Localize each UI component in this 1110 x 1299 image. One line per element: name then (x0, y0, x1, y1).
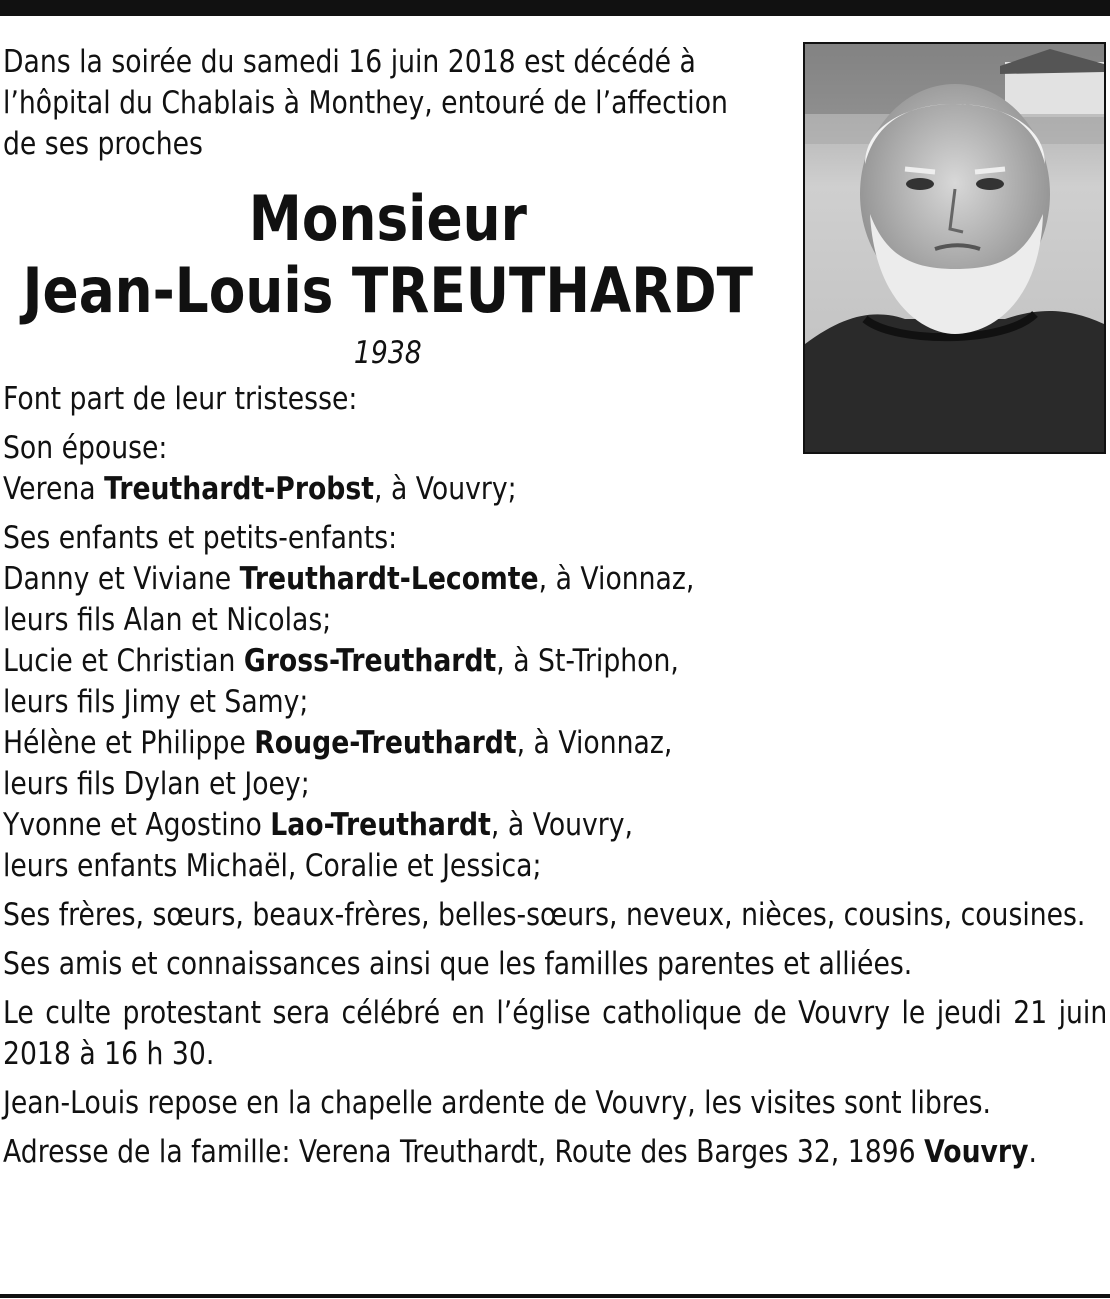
announcement: Font part de leur tristesse: (3, 381, 358, 417)
friends-paragraph: Ses amis et connaissances ainsi que les familles parentes et alliées. (3, 946, 913, 982)
family-kids: leurs fils Dylan et Joey; (3, 766, 310, 802)
portrait-photo (803, 42, 1106, 454)
intro-line: de ses proches (3, 126, 203, 162)
deceased-year: 1938 (353, 335, 422, 371)
intro-line: Dans la soirée du samedi 16 juin 2018 est décédé à (3, 44, 696, 80)
spouse-heading: Son épouse: (3, 430, 168, 466)
family-kids: leurs fils Jimy et Samy; (3, 684, 309, 720)
family-line: Yvonne et Agostino Lao-Treuthardt, à Vouvry, (3, 807, 634, 843)
family-line: Hélène et Philippe Rouge-Treuthardt, à Vionnaz, (3, 725, 673, 761)
deceased-title: Monsieur (248, 182, 527, 255)
children-heading: Ses enfants et petits-enfants: (3, 520, 398, 556)
spouse-surname: Treuthardt-Probst (104, 471, 374, 507)
address-paragraph: Adresse de la famille: Verena Treuthardt, Route des Barges 32, 1896 Vouvry. (3, 1134, 1037, 1170)
deceased-name-block (3, 183, 773, 373)
intro-line: l’hôpital du Chablais à Monthey, entouré de l’affection (3, 85, 728, 121)
bottom-rule (0, 1294, 1110, 1298)
family-line: Danny et Viviane Treuthardt-Lecomte, à Vionnaz, (3, 561, 695, 597)
intro-paragraph (3, 42, 773, 165)
family-surname: Lao-Treuthardt (270, 807, 491, 843)
family-surname: Treuthardt-Lecomte (239, 561, 539, 597)
family-line: Lucie et Christian Gross-Treuthardt, à St-Triphon, (3, 643, 679, 679)
deceased-name: Jean-Louis TREUTHARDT (22, 254, 754, 327)
family-surname: Rouge-Treuthardt (254, 725, 517, 761)
spouse-line: Verena Treuthardt-Probst, à Vouvry; (3, 471, 517, 507)
relatives-paragraph: Ses frères, sœurs, beaux-frères, belles-sœurs, neveux, nièces, cousins, cousines. (3, 897, 1086, 933)
top-rule (0, 0, 1110, 16)
family-surname: Gross-Treuthardt (243, 643, 497, 679)
visits-paragraph: Jean-Louis repose en la chapelle ardente de Vouvry, les visites sont libres. (3, 1085, 991, 1121)
portrait-image (805, 44, 1104, 452)
address-city: Vouvry (924, 1134, 1029, 1170)
service-paragraph: Le culte protestant sera célébré en l’église catholique de Vouvry le jeudi 21 juin 2018 à 16 h 30. (3, 995, 1108, 1072)
family-kids: leurs enfants Michaël, Coralie et Jessica; (3, 848, 542, 884)
family-kids: leurs fils Alan et Nicolas; (3, 602, 332, 638)
children-paragraph (3, 518, 952, 887)
